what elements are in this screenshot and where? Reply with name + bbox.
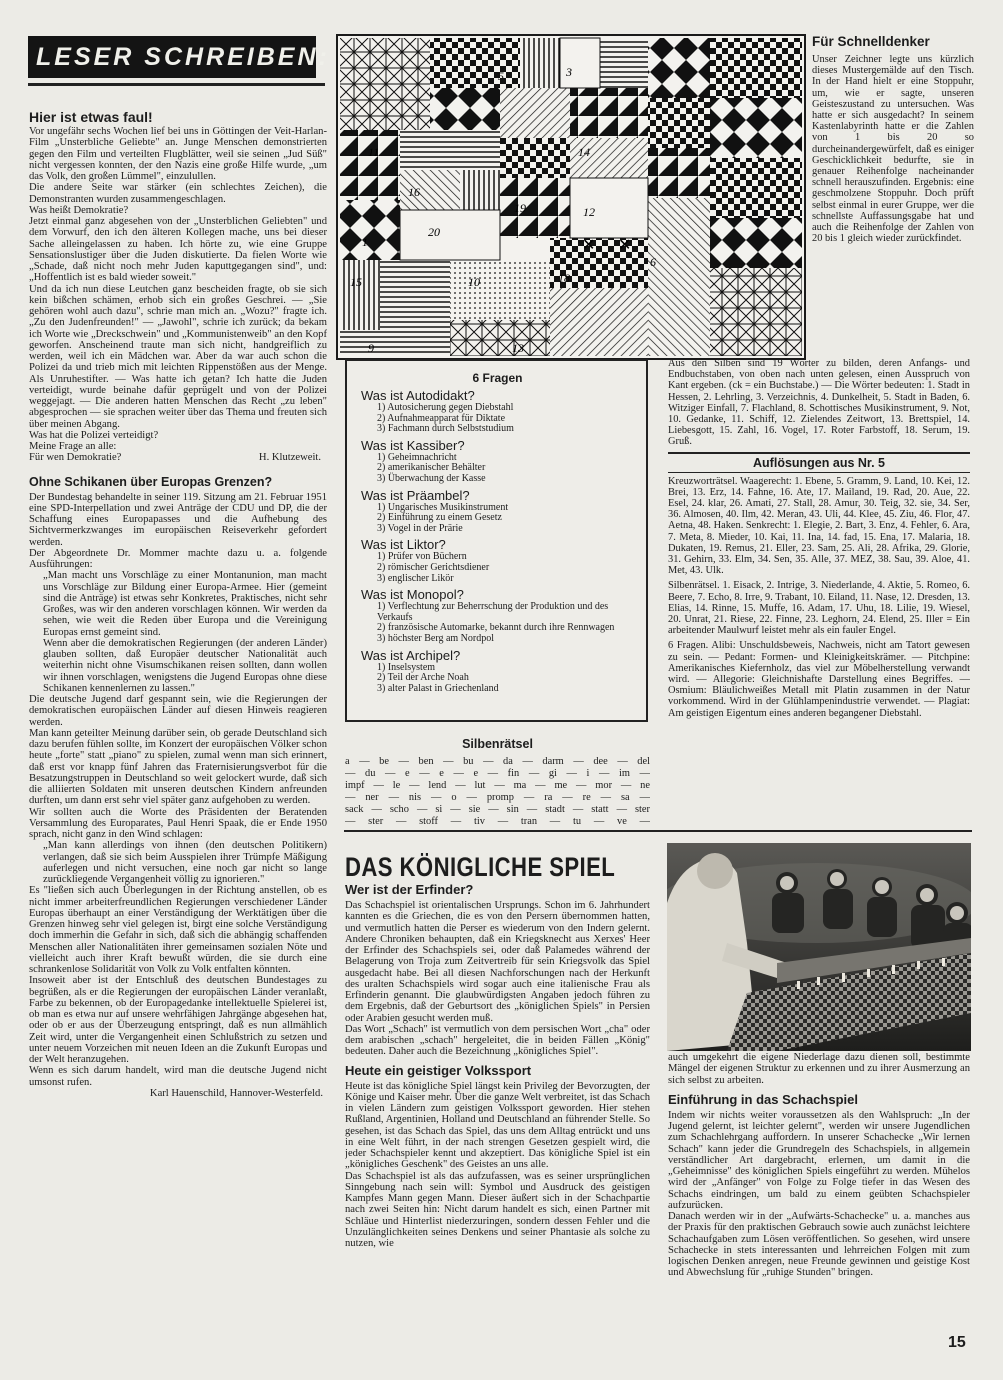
paragraph: Jetzt einmal ganz abgesehen von der „Unsterblichen Geliebten" und dem Vorwurf, den ich den älteren Kollegen mache, uns bei dieser Sache alleingelassen zu haben. Ich hörte zu, wie eine Gruppe Sensationslustiger über die Juden diskutierte. Da fielen Worte wie „Schade, daß nicht noch mehr Juden kaputtgegangen sind", und: „Hoffentlich ist es bald wieder soweit." bbox=[29, 216, 327, 284]
solutions-syllable: Silbenrätsel. 1. Eisack, 2. Intrige, 3. Niederlande, 4. Aktie, 5. Romeo, 6. Beere, 7. Echo, 8. Irre, 9. Trabant, 10. Eiland, 11. Nase, 12. Dresden, 13. Elias, 14. Rinne, 15. Muffe, 16. Adam, 17. Uhu, 18. Lilie, 19. Wiesel, 20. Unrat, 21. Riese, 22. Finne, 23. Leghorn, 24. Elend, 25. Iller = Ein arbeitender Maulwurf leistet mehr als ein fauler Engel. bbox=[668, 580, 970, 637]
signature-name: H. Klutzeweit. bbox=[258, 452, 321, 464]
answer-option: 3) Vogel in der Prärie bbox=[377, 522, 463, 534]
puzzle-number: 3 bbox=[566, 65, 572, 79]
puzzle-number: 18 bbox=[558, 271, 570, 285]
answer-option: 2) römischer Gerichtsdiener bbox=[377, 561, 490, 573]
paragraph: Der Bundestag behandelte in seiner 119. Sitzung am 21. Februar 1951 eine SPD-Interpellation und zwei Anträge der CDU und DP, die der Schaffung eines Europapasses und die Aufhebung des Sichtvermerkzwanges im europäischen Reiseverkehr gefordert werden. bbox=[29, 491, 327, 548]
page-number: 15 bbox=[948, 1334, 966, 1351]
puzzle-number: 9 bbox=[368, 341, 374, 355]
paragraph: Vor ungefähr sechs Wochen lief bei uns in Göttingen der Veit-Harlan-Film „Unsterbliche Geliebte" an. Junge Menschen demonstrierten gegen den Film und verteilten Flugblätter, weil sie seinen „Jud Süß" nicht vergessen konnten, der den Nazis eine große Hilfe wurde, „um das Volk, den großen Lümmel", einzulullen. bbox=[29, 126, 327, 182]
chess-body bbox=[345, 1081, 650, 1250]
syllable-line: sack — scho — si — sie — sin — stadt — statt — ster bbox=[345, 804, 650, 815]
divider bbox=[668, 472, 970, 473]
paragraph: Insoweit aber ist der Entschluß des deutschen Bundestages zu begrüßen, als er die Regierungen der europäischen Länder veranlaßt, Farbe zu bekennen, ob der Europagedanke intellektuelle Spielerei ist, ob man es etwa nur auf unsere wehrfähigen Jahrgänge abgesehen hat, oder ob er aus der Überzeugung entspringt, daß es nun allmählich Zeit wird, unter die Vergangenheit einen Schlußstrich zu setzen und unter neuem Vorzeichen mit neuen Ideen an die Zukunft Europas und der Welt heranzugehen. bbox=[29, 975, 327, 1065]
answer-option: 3) englischer Likör bbox=[377, 572, 454, 584]
chess-subtitle: Einführung in das Schachspiel bbox=[668, 1091, 858, 1107]
six-questions-box bbox=[345, 359, 648, 722]
question-item bbox=[361, 587, 634, 644]
paragraph: Die deutsche Jugend darf gespannt sein, wie die Regierungen der demokratischen europäischen Länder auf diesen Hinweis reagieren werden. bbox=[29, 694, 327, 728]
paragraph: Das Schachspiel ist orientalischen Ursprungs. Schon im 6. Jahrhundert kannten es die Griechen, die es von den Persern übernommen hatten, und vermutlich hatten die Perser es wiederum von den Indern gelernt. Andere Chroniken behaupten, daß ein Kriegsknecht aus Xerxes' Heer der Erfinder des Schachspiels sei, oder daß Palamedes während der Belagerung von Troja zum Zeitvertreib für sein Kriegsvolk das Spiel ausgedacht habe. Bei all diesen Nachforschungen nach der Herkunft des uralten Schachspiels wird sogar auch eine italienische Frau als Erfinderin genannt. Die glaubwürdigsten Angaben jedoch führen zu dem Ergebnis, daß der Geburtsort des „königlichen Spiels" in Persien oder Arabien gesucht werden muß. bbox=[345, 900, 650, 1024]
letter2-signature: Karl Hauenschild, Hannover-Westerfeld. bbox=[149, 1087, 323, 1099]
paragraph: Der Abgeordnete Dr. Mommer machte dazu u. a. folgende Ausführungen: bbox=[29, 547, 327, 570]
quote-paragraph: Wenn aber die demokratischen Regierungen (der anderen Länder) glauben sollten, daß Europäer deutscher Nationalität auch weiterhin nicht ohne Visumschikanen reisen sollten, dann wollen wir ihnen vorschlagen, wenigstens die Jugend Europas ohne diese Schikanen kennenlernen zu lassen." bbox=[43, 637, 327, 694]
answer-option: 1) Ungarisches Musikinstrument bbox=[377, 501, 509, 513]
chess-column-right bbox=[668, 1052, 970, 1342]
divider bbox=[668, 452, 970, 454]
chess-article-title: DAS KÖNIGLICHE SPIEL bbox=[345, 852, 616, 882]
chess-subtitle: Wer ist der Erfinder? bbox=[345, 882, 474, 897]
right-middle-column bbox=[668, 358, 970, 833]
chess-body bbox=[668, 1110, 970, 1279]
puzzle-number: 1 bbox=[362, 235, 368, 249]
question: Was ist Präambel? bbox=[361, 487, 470, 503]
paragraph: Was heißt Demokratie? bbox=[29, 204, 129, 216]
solutions-questions: 6 Fragen. Alibi: Unschuldsbeweis, Nachweis, nicht am Tatort gewesen zu sein. — Pedant: Formen- und Kleinigkeitskrämer. — Pitchpine: Amerikanisches Kiefernholz, das viel zur Möbelherstellung verwandt wird. — Allegorie: Gleichnishafte Darstellung eines Begriffes. — Osmium: Bläulichweißes Metall mit Platin zusammen in der Natur vorkommend. Wird in der Glühlampenindustrie verwendet. — Plagiat: Am geistigen Eigentum eines anderen begangener Diebstahl. bbox=[668, 640, 970, 719]
question-item bbox=[361, 648, 634, 695]
chess-body bbox=[345, 900, 650, 1058]
answer-option: 1) Autosicherung gegen Diebstahl bbox=[377, 402, 514, 413]
puzzle-number: 5 bbox=[718, 129, 724, 143]
paragraph: Wenn es sich darum handelt, wird man die deutsche Jugend nicht umsonst rufen. bbox=[29, 1065, 327, 1088]
answer-option: 3) Fachmann durch Selbststudium bbox=[377, 423, 514, 435]
number-maze-puzzle bbox=[336, 34, 806, 360]
question: Was ist Archipel? bbox=[361, 647, 461, 663]
letter1-body bbox=[29, 126, 327, 464]
puzzle-number: 14 bbox=[578, 145, 590, 159]
answer-option: 1) Prüfer von Büchern bbox=[377, 551, 467, 563]
paragraph: Es "ließen sich auch Überlegungen in der Richtung anstellen, ob es nicht immer arbeiterfreundlichen Regierungen verschiedener Länder Europas überhaupt an einer Verständigung der Werktätigen über die Grenzen hinweg sehr viel gelegen ist, birgt eine solche Verständigung doch immerhin die Gefahr in sich, daß sich die abhängig schaffenden Menschen aller Nationalitäten ihrer gemeinsamen sozialen Nöte und vielleicht auch ihrer Kraft bewußt würden, die sie durch eine schrankenlose Solidarität von Volk zu Volk entfalten könnten. bbox=[29, 885, 327, 975]
paragraph: Man kann geteilter Meinung darüber sein, ob gerade Deutschland sich dazu berufen fühlen sollte, im Konzert der europäischen Völker schon heute „forte" statt „piano" zu spielen, zumal wenn man sich erinnert, daß erst vor knapp fünf Jahren das Fraternisierungsverbot für die Besatzungstruppen in Deutschland so weit gelockert wurde, daß sich die alliierten Soldaten mit unseren deutschen Kindern anfreunden durften, um dann erst sehr viel später ganz aufgehoben zu werden. bbox=[29, 727, 327, 807]
answer-option: 2) Teil der Arche Noah bbox=[377, 672, 469, 684]
question: Was ist Autodidakt? bbox=[361, 388, 475, 403]
letter1-signature bbox=[29, 452, 327, 463]
letter1-title: Hier ist etwas faul! bbox=[29, 109, 153, 125]
divider bbox=[28, 83, 325, 86]
answer-option: 3) Überwachung der Kasse bbox=[377, 472, 486, 484]
schnelldenker-text: Unser Zeichner legte uns kürzlich dieses Mustergemälde auf den Tisch. In der Hand hielt er eine Stoppuhr, um, wie er sagte, unseren Geisteszustand zu untersuchen. Was hatte er sich ausgedacht? In seinem Kastenlabyrinth hatte er die Zahlen von 1 bis 20 so durcheinandergewürfelt, daß es einiger Geschicklichkeit bedurfte, sie in genauer Reihenfolge nacheinander schnell herauszufinden. Ergebnis: eine geschmolzene Stoppuhr. Doch prüft selbst einmal in eurer Gruppe, wer die schnellste Auffassungsgabe hat und auch die Reihenfolge der Zahlen von 20 bis 1 gleich wieder zurückfindet. bbox=[812, 54, 974, 245]
answer-option: 2) Einführung zu einem Gesetz bbox=[377, 512, 502, 524]
paragraph: Indem wir nichts weiter voraussetzen als den Wahlspruch: „In der Jugend gelernt, ist leichter gelernt", werden wir unsere Jugendlichen zum Schachlehrgang auffordern. In unserer Schachecke „Wir lernen Schach" kann jeder die Grundregeln des Schachspiels, in allgemein verständlicher Art dargebracht, erlernen, um damit in die „Geheimnisse" des königlichen Spiels eingeführt zu werden. Mühelos wird der „Anfänger" von Folge zu Folge tiefer in das Wesen des Schachs eindringen, um bald zu einem geübten Schachspieler aufzurücken. bbox=[668, 1109, 970, 1211]
answer-option: 3) höchster Berg am Nordpol bbox=[377, 632, 495, 644]
puzzle-number: 15 bbox=[350, 275, 362, 289]
syllable-line: impf — le — lend — lut — ma — me — mor — ne bbox=[345, 780, 650, 791]
syllable-line: — ner — nis — o — promp — ra — re — sa — bbox=[345, 792, 650, 803]
letter2-body bbox=[29, 492, 327, 1100]
paragraph: Wir sollten auch die Worte des Präsidenten der Beratenden Versammlung des Europarates, Paul Henri Spaak, die er Ende 1950 sprach, nicht ganz in den Wind schlagen: bbox=[29, 806, 327, 840]
signature-question: Für wen Demokratie? bbox=[29, 452, 122, 464]
quote-paragraph: „Man kann allerdings von ihnen (den deutschen Politikern) verlangen, daß sie sich beim Ausspielen ihrer Trümpfe Mäßigung auferlegen und nicht versuchen, eine noch gar nicht so lange zurückliegende Vergangenheit völlig zu ignorieren." bbox=[43, 840, 327, 885]
puzzle-number: 6 bbox=[650, 255, 656, 269]
paragraph: Danach werden wir in der „Aufwärts-Schachecke" u. a. manches aus der Praxis für den praktischen Gebrauch sowie auch zunächst leichtere Schachaufgaben zum Lösen veröffentlichen. So gesehen, wird unsere Schachecke in stets interessanten und lehrreichen Folgen mit zum logischen Denken anregen, neue Freunde gewinnen und geistige Kost und Abwechslung für „ruhige Stunden" bringen. bbox=[668, 1211, 970, 1279]
question-item bbox=[361, 388, 634, 435]
puzzle-x-mark: ✕ bbox=[582, 237, 596, 254]
question-item bbox=[361, 488, 634, 535]
answer-option: 2) Aufnahmeapparat für Diktate bbox=[377, 412, 506, 424]
paragraph: Das Schachspiel ist als das aufzufassen, was es seiner ursprünglichen Sinngebung nach sein will: Symbol und Ausdruck des geistigen Kampfes Mann gegen Mann. Dieser äußert sich in der Schachpartie nach zwei Seiten hin: Nicht darum handelt es sich, einen Partner mit Schläue und Hinterlist niederzuringen, sondern dessen Fehler und die Unzulänglichkeiten seines Denkens und seiner Phantasie als solche zu nutzen, wie bbox=[345, 1170, 650, 1249]
divider bbox=[344, 830, 972, 832]
syllable-line: — du — e — e — e — fin — gi — i — im — bbox=[345, 768, 650, 779]
paragraph: Heute ist das königliche Spiel längst kein Privileg der Bevorzugten, der Könige und Kaiser mehr. Über die ganze Welt verbreitet, ist das Schach in vielen Ländern zum geistigen Volkssport geworden. Hier stehen Rußland, Argentinien, Holland und Deutschland an führender Stelle. So gesehen, ist das Schach das Spiel, das uns dem Alltag entrückt und uns in eine Welt führt, in der nach strengen Gesetzen gespielt wird, die jeder Schachspieler kennt und akzeptiert. Das königliche Spiel ist ein „königliches Geschenk" des Geistes an uns alle. bbox=[345, 1080, 650, 1171]
solutions-title: Auflösungen aus Nr. 5 bbox=[753, 455, 885, 470]
quote-paragraph: „Man macht uns Vorschläge zu einer Montanunion, man macht uns Vorschläge zur Bildung einer Europa-Armee. Hier (gemeint sind die Anträge) ist etwas sehr Konkretes, Praktisches, nicht sehr Großes, was wir den anderen vorschlagen können. Wir werden da sehen, wie weit die Reden über Europa und die Vereinigung Europas ernst gemeint sind. bbox=[43, 570, 327, 638]
chess-subtitle: Heute ein geistiger Volkssport bbox=[345, 1062, 532, 1078]
questions-title: 6 Fragen bbox=[472, 371, 523, 385]
answer-option: 1) Verflechtung zur Beherrschung der Produktion und des Verkaufs bbox=[377, 601, 609, 623]
question-item bbox=[361, 537, 634, 584]
puzzle-number: 12 bbox=[583, 205, 595, 219]
syllable-title: Silbenrätsel bbox=[462, 737, 533, 751]
question: Was ist Kassiber? bbox=[361, 437, 465, 453]
syllable-line: — ster — stoff — tiv — tran — tu — ve — bbox=[345, 816, 650, 826]
left-column bbox=[29, 108, 327, 1324]
puzzle-number: 19 bbox=[514, 201, 526, 215]
syllable-instructions: Aus den Silben sind 19 Wörter zu bilden, deren Anfangs- und Endbuchstaben, von oben nach unten gelesen, einen Ausspruch von Kant ergeben. (ck = ein Buchstabe.) — Die Wörter bedeuten: 1. Stadt in Hessen, 2. Lehrling, 3. Verzeichnis, 4. Dunkelheit, 5. Stadt in Baden, 6. Witziger Einfall, 7. Flachland, 8. Schottisches Musikinstrument, 9. Not, 10. Gedanke, 11. Schiff, 12. Zielendes Zeitwort, 13. Brettspiel, 14. Liebesgott, 15. Zahl, 16. Vogel, 17. Roter Farbstoff, 18. Serum, 19. Gruß. bbox=[668, 358, 970, 448]
paragraph: Meine Frage an alle: bbox=[29, 441, 117, 452]
schnelldenker-title: Für Schnelldenker bbox=[812, 34, 930, 49]
puzzle-number: 5 bbox=[498, 69, 504, 83]
chess-players-photo bbox=[667, 843, 971, 1051]
syllable-puzzle bbox=[345, 736, 650, 826]
chess-column-left bbox=[345, 882, 650, 1342]
puzzle-number: 20 bbox=[428, 225, 440, 239]
answer-option: 3) alter Palast in Griechenland bbox=[377, 682, 499, 694]
section-banner: LESER SCHREIBEN: bbox=[28, 36, 316, 78]
photo-image bbox=[667, 843, 971, 1051]
puzzle-drawing bbox=[338, 36, 804, 358]
puzzle-grid bbox=[340, 38, 802, 356]
letter2-title: Ohne Schikanen über Europas Grenzen? bbox=[29, 474, 273, 489]
question: Was ist Liktor? bbox=[361, 537, 446, 553]
answer-option: 2) amerikanischer Behälter bbox=[377, 462, 486, 474]
syllable-list bbox=[345, 756, 650, 826]
syllable-line: a — be — ben — bu — da — darm — dee — del bbox=[345, 756, 650, 767]
schnelldenker-box bbox=[812, 33, 974, 353]
paragraph: Die andere Seite war stärker (ein schlechtes Zeichen), die Demonstranten wurden zusammengeschlagen. bbox=[29, 182, 327, 205]
paragraph: auch umgekehrt die eigene Niederlage dazu dienen soll, bestimmte Mängel der eigenen Struktur zu erkennen und zu ihrer Ausmerzung an sich selbst zu arbeiten. bbox=[668, 1052, 970, 1086]
puzzle-x-mark: ✕ bbox=[618, 237, 632, 254]
question-item bbox=[361, 438, 634, 485]
answer-option: 1) Geheimnachricht bbox=[377, 451, 457, 463]
puzzle-number: 16 bbox=[408, 185, 420, 199]
puzzle-number: 13 bbox=[512, 341, 524, 355]
paragraph: Was hat die Polizei verteidigt? bbox=[29, 429, 159, 441]
paragraph: Und da ich nun diese Leutchen ganz bescheiden fragte, ob sie sich kein bißchen schämen, erhob sich ein großes Geschrei. — „Sie gehören wohl auch dazu", schrie man mich an. „Wozu?" fragte ich. „Zu den Judenfreunden!" — „Jawohl", schrie ich zurück; da bekam ich Worte wie „Dreckschwein" und „Kommunistenweib" an den Kopf geworfen. Anscheinend traute man sich nicht, handgreiflich zu werden, weil ich ein Mädchen war. Aber da war auch schon die Polizei da und trieb mich mit leichten Rippenstößen aus der Menge. Als Unruhestifter. — Was hatte ich getan? Ich hatte die Juden verteidigt, wurde beinahe dafür geprügelt und von der Polizei weggejagt. — Die anderen hatten Menschen das Recht „zu leben" abgesprochen — sie sprachen weiter über das Thema und freuten sich über meinen Abgang. bbox=[29, 283, 327, 430]
paragraph: Das Wort „Schach" ist vermutlich von dem persischen Wort „cha" oder dem arabischen „schach" hergeleitet, die in beiden Fällen „König" bedeuten. Daher auch die Bezeichnung „königliches Spiel". bbox=[345, 1023, 650, 1058]
puzzle-number: 10 bbox=[468, 275, 480, 289]
answer-option: 1) Inselsystem bbox=[377, 661, 436, 673]
puzzle-number: 11 bbox=[368, 145, 380, 159]
question: Was ist Monopol? bbox=[361, 587, 464, 603]
answer-option: 2) französische Automarke, bekannt durch ihre Rennwagen bbox=[377, 622, 615, 634]
solutions-crossword: Kreuzworträtsel. Waagerecht: 1. Ebene, 5. Gramm, 9. Land, 10. Kei, 12. Brei, 13. Erz, 14. Fahne, 16. Ate, 17. Mailand, 19. Rad, 20. Aue, 22. Esel, 24. klar, 26. Amati, 27. Stall, 28. Amur, 30. Teig, 32. sie, 34. Ser, 36. Almosen, 40. Ilm, 42. Meran, 43. Uli, 44. Klee, 45. Ziu, 46. Flor, 47. Aetna, 48. Haken. Senkrecht: 1. Elegie, 2. Bart, 3. Enz, 4. Fehler, 6. Ara, 7. Meta, 8. Mieder, 10. Kai, 11. Ina, 14. fad, 15. Ena, 17. Malaria, 18. Dukaten, 19. Remus, 21. Eller, 23. Sam, 25. Ali, 28. Afrika, 29. Glorie, 31. Gehirn, 33. Elm, 34. Sen, 35. Alle, 37. MEZ, 38. Sau, 39. Aloe, 41. Met, 43. Ulk. bbox=[668, 475, 970, 577]
